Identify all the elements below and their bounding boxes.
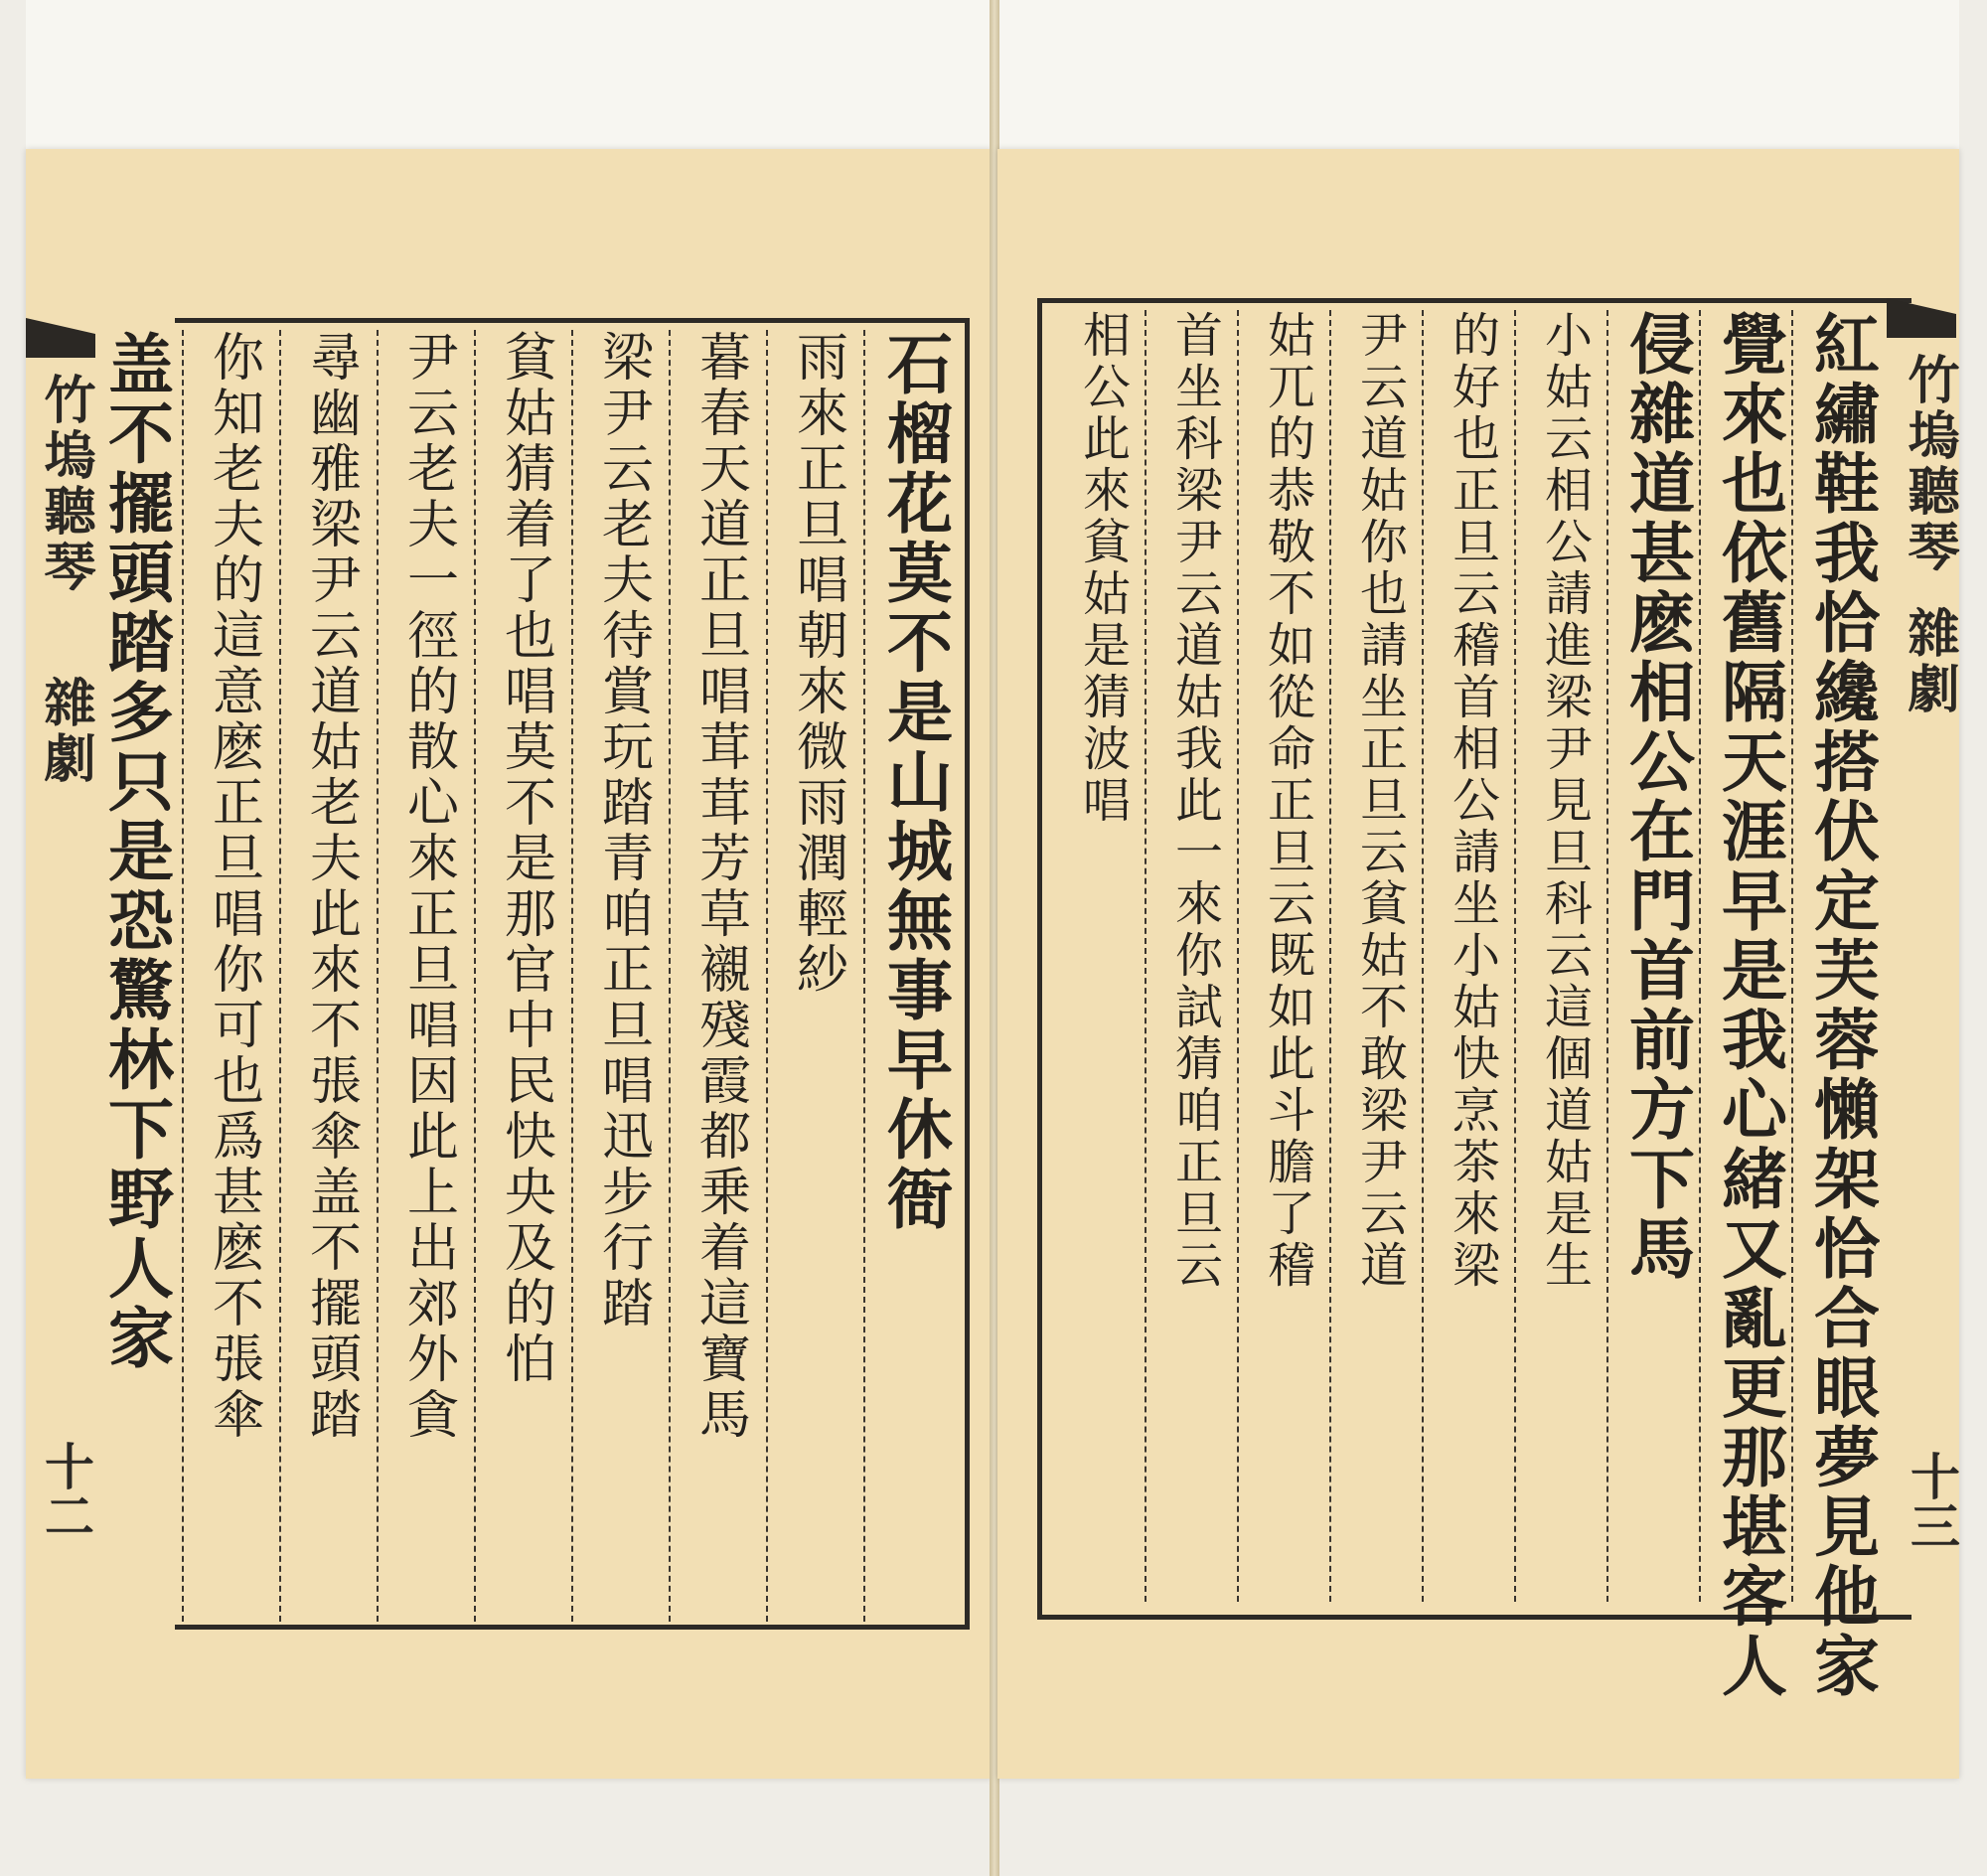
left-margin-section: 雜劇 (35, 676, 95, 787)
column-text: 小姑云相公請進梁尹見旦科云這個道姑是生 (1536, 310, 1593, 1292)
column-text: 暮春天道正旦唱茸茸芳草襯殘霞都乗着這寶馬 (689, 330, 750, 1443)
text-column (1797, 310, 1887, 1701)
column-text: 尹云老夫一徑的散心來正旦唱因此上出郊外貪 (397, 330, 458, 1443)
column-rule (863, 330, 865, 1622)
left-margin-title: 竹塢聽琴 (35, 373, 95, 595)
right-page-top-margin (997, 0, 1959, 150)
column-rule (766, 330, 768, 1622)
column-rule (571, 330, 573, 1622)
text-column (870, 330, 960, 1622)
text-column (1335, 310, 1425, 1602)
column-text: 姑兀的恭敬不如從命正旦云既如此斗膽了稽 (1259, 310, 1315, 1292)
right-folio-number: 十三 (1903, 1451, 1961, 1550)
text-column (1705, 310, 1794, 1701)
text-column (676, 330, 765, 1622)
column-text: 尋幽雅梁尹云道姑老夫此來不張傘盖不擺頭踏 (300, 330, 361, 1443)
column-text: 雨來正旦唱朝來微雨潤輕紗 (787, 330, 847, 998)
column-rule (669, 330, 671, 1622)
text-column (1520, 310, 1609, 1602)
left-text-columns (85, 330, 960, 1622)
column-text: 石榴花莫不是山城無事早休衙 (875, 330, 954, 1234)
column-text: 侵雜道甚麽相公在門首前方下馬 (1617, 310, 1696, 1284)
text-column (1612, 310, 1702, 1602)
margin-fishtail-mark (1887, 298, 1956, 338)
column-text: 梁尹云老夫待賞玩踏青咱正旦唱迅步行踏 (592, 330, 653, 1331)
column-rule (279, 330, 281, 1622)
right-margin-section: 雜劇 (1899, 606, 1959, 717)
column-text: 的好也正旦云稽首相公請坐小姑快烹茶來梁 (1444, 310, 1500, 1292)
column-text: 貧姑猜着了也唱莫不是那官中民快央及的怕 (495, 330, 555, 1387)
column-text: 覺來也依舊隔天涯早是我心緒又亂更那堪客人 (1710, 310, 1788, 1701)
column-text: 你知老夫的這意麽正旦唱你可也爲甚麽不張傘 (203, 330, 263, 1443)
left-page (26, 149, 992, 1779)
text-column (91, 330, 181, 1622)
text-column (1150, 310, 1240, 1602)
column-text: 紅繡鞋我恰纔搭伏定芙蓉懶架恰合眼夢見他家 (1802, 310, 1881, 1701)
text-column (189, 330, 278, 1622)
column-text: 相公此來貧姑是猜波唱 (1074, 310, 1131, 827)
text-column (578, 330, 668, 1622)
column-rule (377, 330, 379, 1622)
text-column (773, 330, 862, 1622)
right-text-columns (1052, 310, 1887, 1701)
text-column (481, 330, 570, 1622)
text-column (1243, 310, 1332, 1602)
left-folio-number: 十二 (37, 1441, 95, 1540)
right-page (997, 149, 1959, 1779)
text-column (1428, 310, 1517, 1602)
text-column (1058, 310, 1147, 1602)
column-text: 首坐科梁尹云道姑我此一來你試猜咱正旦云 (1166, 310, 1223, 1292)
text-column (286, 330, 376, 1622)
text-column (383, 330, 473, 1622)
column-rule (474, 330, 476, 1622)
column-text: 盖不擺頭踏多只是恐驚林下野人家 (96, 330, 175, 1373)
right-margin-title: 竹塢聽琴 (1899, 353, 1959, 575)
left-page-top-margin (26, 0, 992, 150)
column-text: 尹云道姑你也請坐正旦云貧姑不敢梁尹云道 (1351, 310, 1408, 1292)
